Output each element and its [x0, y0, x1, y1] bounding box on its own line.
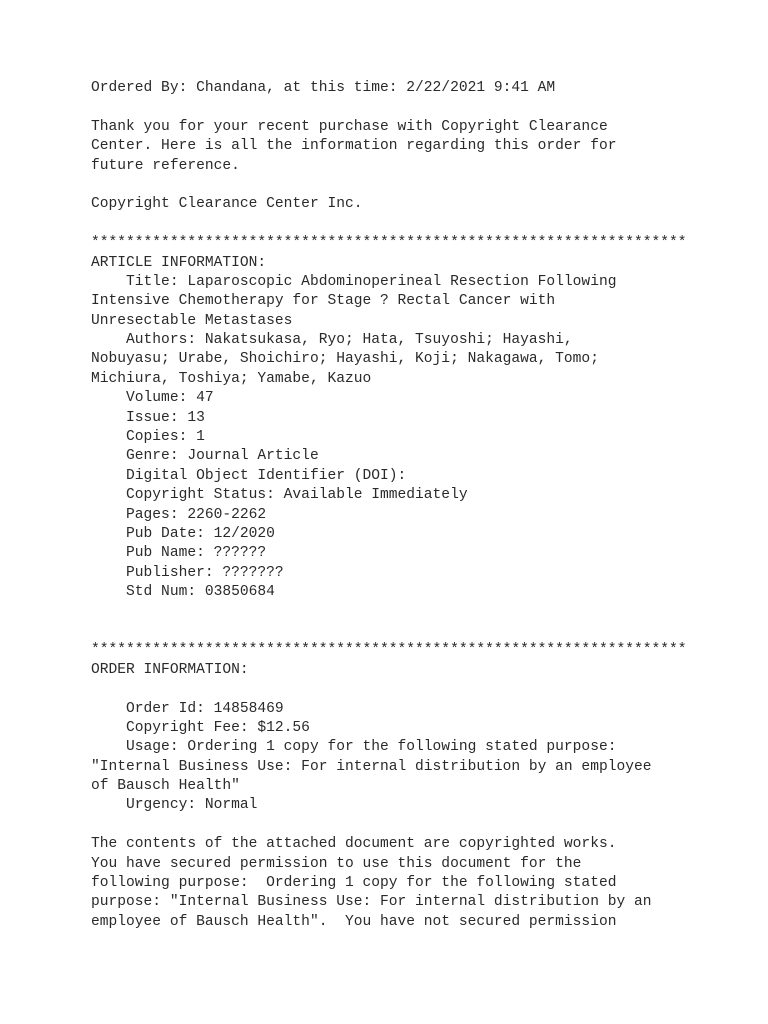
article-doi: Digital Object Identifier (DOI): [91, 467, 407, 484]
ordered-by-line: Ordered By: Chandana, at this time: 2/22/2021 9:41 AM [91, 80, 556, 96]
article-copies: Copies: 1 [91, 429, 205, 446]
article-authors-line: Authors: Nakatsukasa, Ryo; Hata, Tsuyoshi; Hayashi, [91, 332, 573, 349]
thank-you-line: future reference. [91, 157, 240, 174]
order-information-section [91, 661, 751, 816]
article-copyright-status: Copyright Status: Available Immediately [91, 487, 468, 504]
separator-line: ******************************************************************** [91, 642, 687, 659]
order-usage-line: Usage: Ordering 1 copy for the following stated purpose: [91, 739, 617, 756]
order-usage-line: of Bausch Health" [91, 778, 240, 795]
order-usage-line: "Internal Business Use: For internal distribution by an employee [91, 758, 652, 775]
order-copyright-fee: Copyright Fee: $12.56 [91, 719, 310, 736]
spacer [91, 215, 751, 234]
company-name: Copyright Clearance Center Inc. [91, 196, 363, 213]
article-genre: Genre: Journal Article [91, 448, 319, 465]
thank-you-line: Thank you for your recent purchase with Copyright Clearance [91, 118, 608, 135]
order-id: Order Id: 14858469 [91, 700, 284, 717]
article-title-line: Title: Laparoscopic Abdominoperineal Resection Following [91, 273, 617, 290]
order-document [91, 79, 751, 932]
spacer [91, 98, 751, 117]
article-publisher: Publisher: ??????? [91, 564, 284, 581]
spacer [91, 680, 751, 699]
notice-line: The contents of the attached document are copyrighted works. [91, 836, 617, 853]
article-pages: Pages: 2260-2262 [91, 506, 267, 523]
article-issue: Issue: 13 [91, 409, 205, 426]
notice-line: You have secured permission to use this document for the [91, 855, 582, 872]
order-urgency: Urgency: Normal [91, 797, 258, 814]
thank-you-line: Center. Here is all the information regarding this order for [91, 138, 617, 155]
spacer [91, 603, 751, 622]
article-title-line: Intensive Chemotherapy for Stage ? Rectal Cancer with [91, 293, 556, 310]
spacer [91, 816, 751, 835]
article-volume: Volume: 47 [91, 390, 214, 407]
article-information-section [91, 254, 751, 603]
article-heading: ARTICLE INFORMATION: [91, 254, 267, 271]
notice-line: following purpose: Ordering 1 copy for the following stated [91, 875, 617, 892]
spacer [91, 622, 751, 641]
article-authors-line: Nobuyasu; Urabe, Shoichiro; Hayashi, Koji; Nakagawa, Tomo; [91, 351, 599, 368]
article-title-line: Unresectable Metastases [91, 312, 293, 329]
copyright-notice-paragraph [91, 835, 751, 932]
notice-line: purpose: "Internal Business Use: For internal distribution by an [91, 894, 652, 911]
spacer [91, 176, 751, 195]
separator-line: ******************************************************************** [91, 235, 687, 252]
thank-you-paragraph [91, 118, 751, 176]
order-heading: ORDER INFORMATION: [91, 661, 249, 678]
article-authors-line: Michiura, Toshiya; Yamabe, Kazuo [91, 370, 372, 387]
article-std-num: Std Num: 03850684 [91, 584, 275, 601]
article-pub-date: Pub Date: 12/2020 [91, 525, 275, 542]
notice-line: employee of Bausch Health". You have not secured permission [91, 913, 617, 930]
article-pub-name: Pub Name: ?????? [91, 545, 267, 562]
